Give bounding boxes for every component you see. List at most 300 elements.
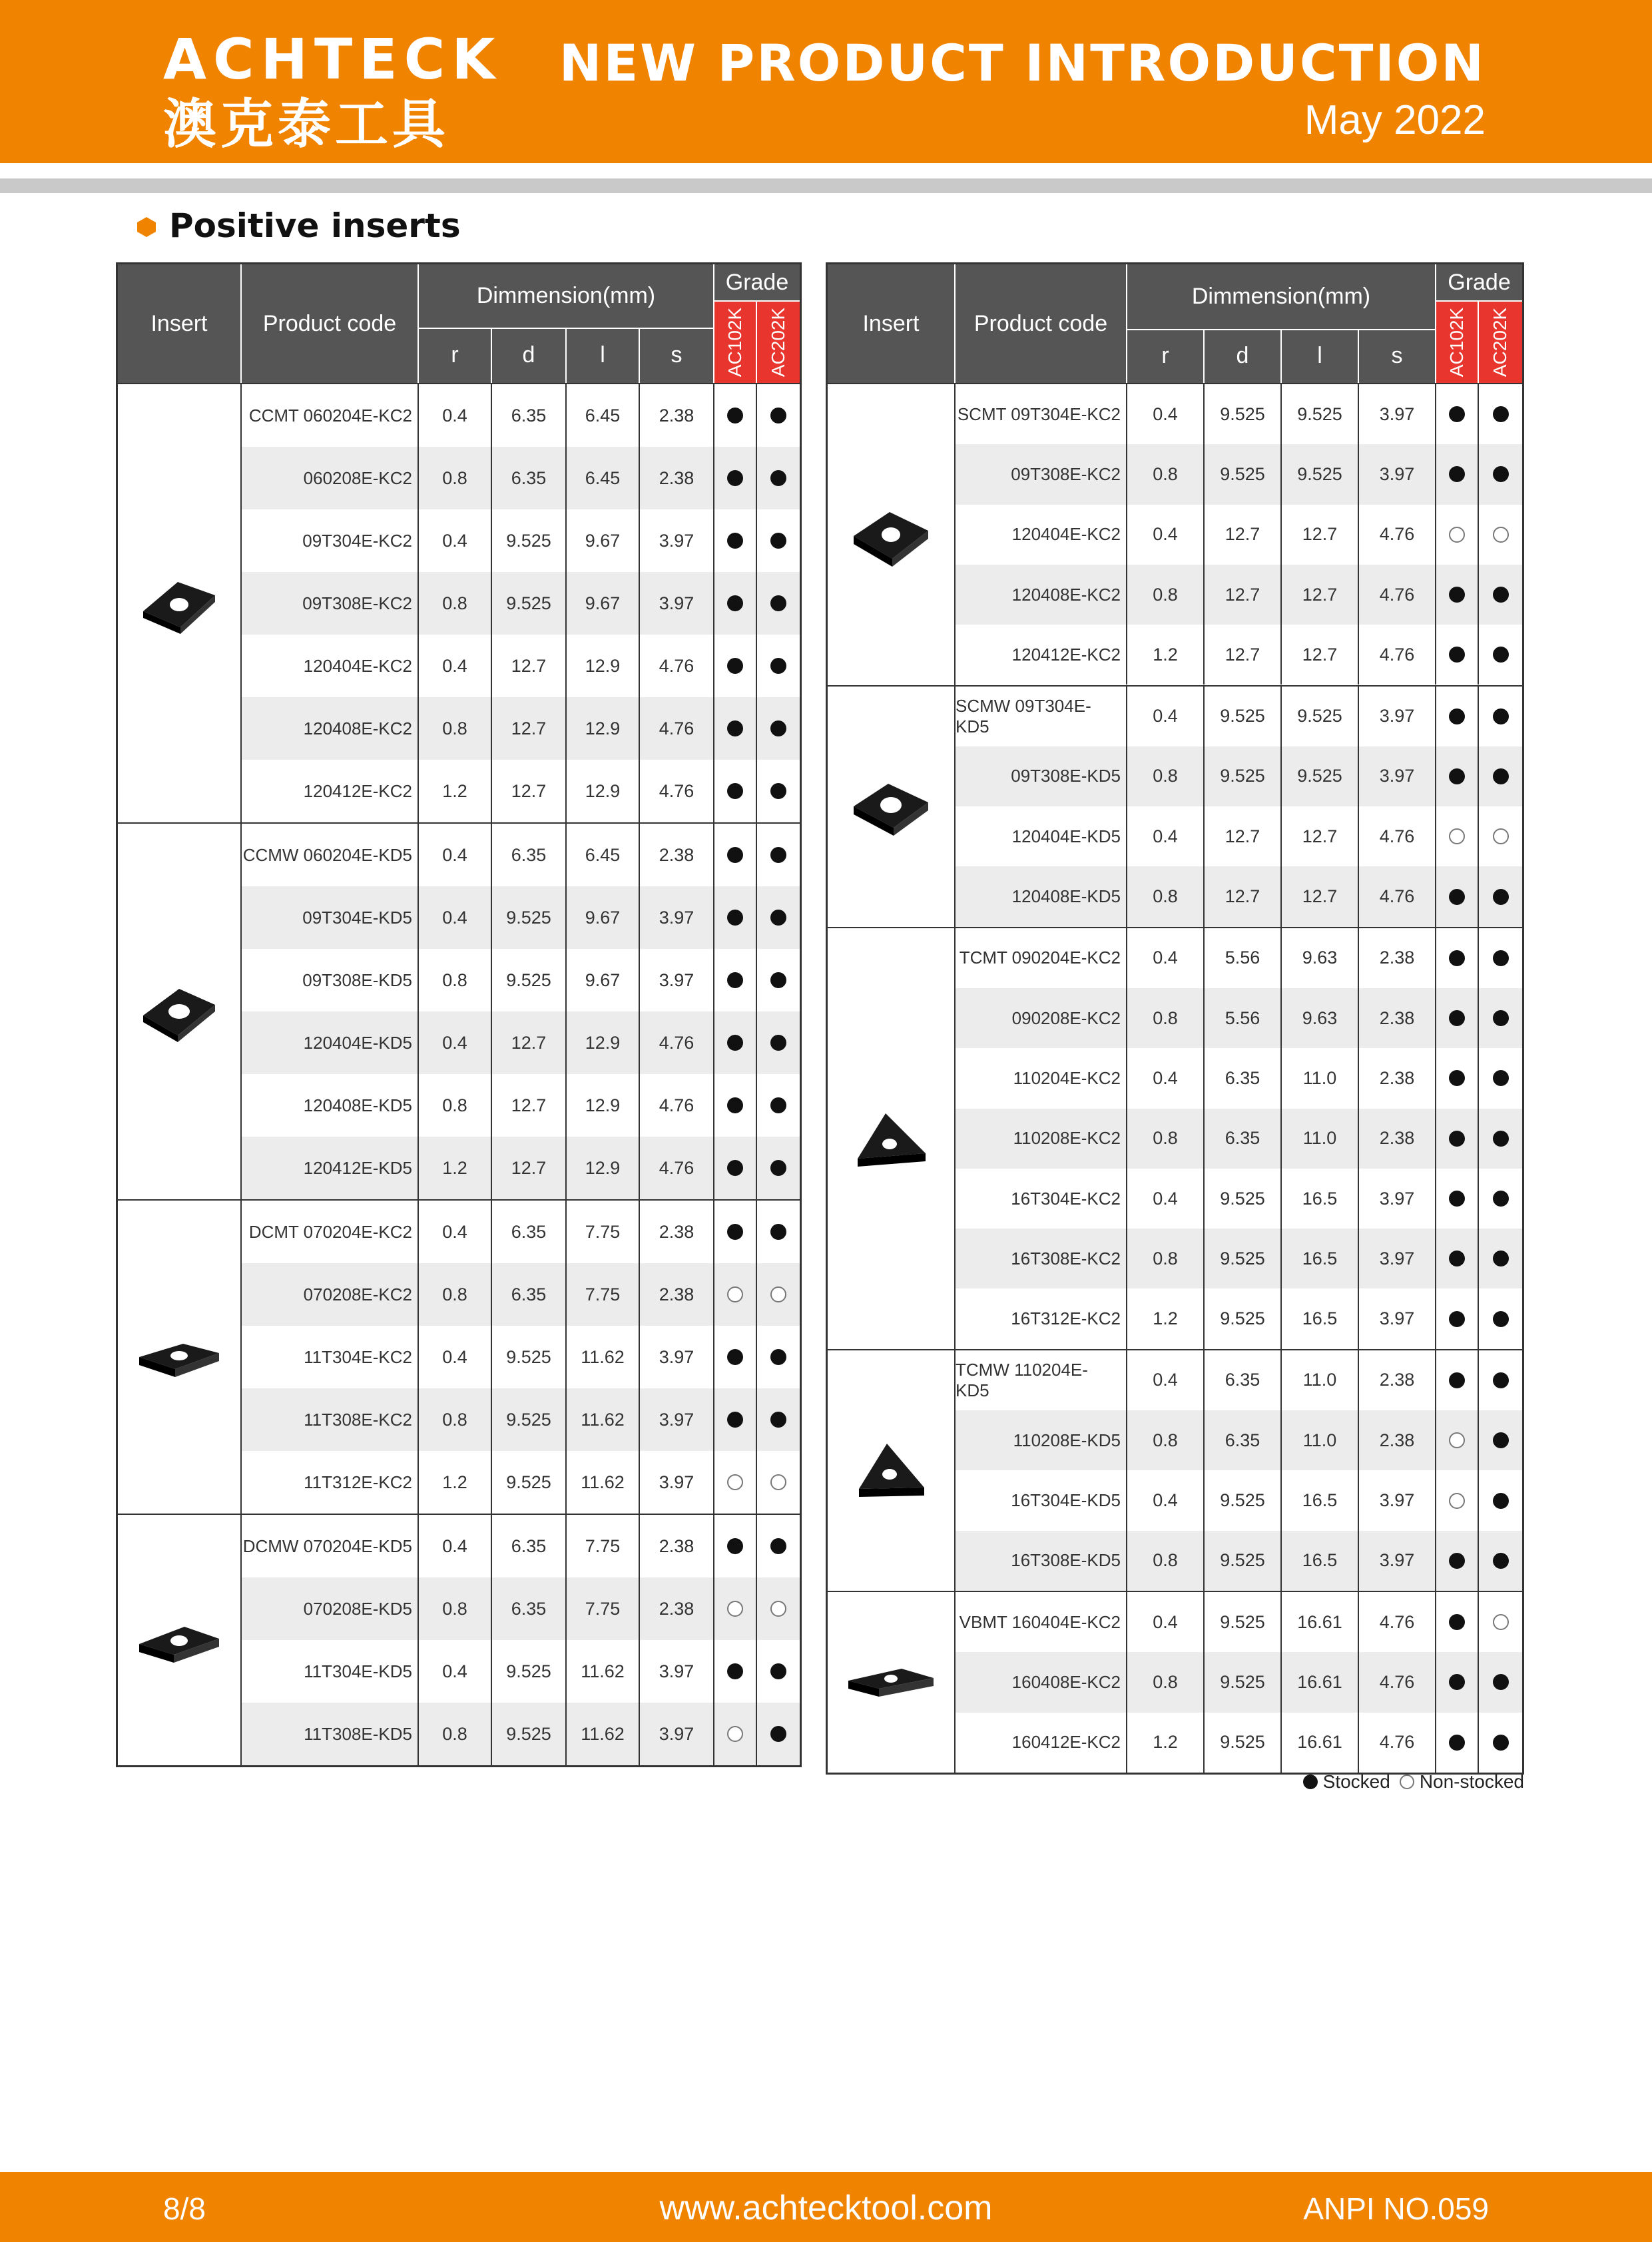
grade-ac202k-cell xyxy=(1479,505,1522,565)
dim-r-cell: 0.8 xyxy=(1127,988,1205,1048)
table-row xyxy=(242,572,800,635)
stocked-dot-icon xyxy=(1493,1674,1509,1690)
product-code-cell: 11T312E-KC2 xyxy=(242,1451,419,1514)
grade-ac102k-cell xyxy=(714,760,757,822)
header-banner xyxy=(0,0,1652,163)
grade-ac102k-cell xyxy=(714,1263,757,1326)
table-row xyxy=(956,806,1522,866)
insert-header: Insert xyxy=(828,264,956,383)
dim-d-cell: 9.525 xyxy=(1205,1652,1282,1712)
stocked-dot-icon xyxy=(727,1412,743,1428)
grade-ac102k-cell xyxy=(714,509,757,572)
dim-s-cell: 2.38 xyxy=(1359,1410,1436,1470)
dim-r-cell: 0.4 xyxy=(1127,928,1205,988)
grade-ac202k-cell xyxy=(1479,1531,1522,1591)
grade-ac202k-cell xyxy=(757,1263,800,1326)
product-code-cell: 120408E-KC2 xyxy=(956,565,1127,625)
dim-d-cell: 12.7 xyxy=(1205,625,1282,685)
dim-l-cell: 6.45 xyxy=(567,384,640,447)
dim-l-cell: 9.525 xyxy=(1282,384,1359,444)
dim-l-cell: 12.9 xyxy=(567,760,640,822)
dim-l-cell: 11.0 xyxy=(1282,1109,1359,1169)
dim-r-cell: 0.4 xyxy=(1127,1048,1205,1108)
stocked-dot-icon xyxy=(1449,1070,1465,1086)
dim-l-cell: 7.75 xyxy=(567,1577,640,1640)
grade-ac202k-cell xyxy=(1479,1288,1522,1348)
table-row xyxy=(242,1640,800,1703)
stocked-dot-icon xyxy=(1493,950,1509,966)
stocked-dot-icon xyxy=(1449,466,1465,482)
dim-r-cell: 0.4 xyxy=(419,1011,492,1074)
dim-l-cell: 11.62 xyxy=(567,1388,640,1451)
dim-l-cell: 9.63 xyxy=(1282,928,1359,988)
dim-r-cell: 0.4 xyxy=(1127,1592,1205,1652)
stocked-dot-icon xyxy=(727,1538,743,1554)
dim-l-cell: 11.62 xyxy=(567,1326,640,1388)
table-row xyxy=(242,886,800,949)
dim-s-cell: 3.97 xyxy=(640,572,714,635)
page-title: NEW PRODUCT INTRODUCTION xyxy=(559,33,1486,93)
product-code-cell: VBMT 160404E-KC2 xyxy=(956,1592,1127,1652)
product-code-cell: 070208E-KD5 xyxy=(242,1577,419,1640)
product-code-cell: 09T308E-KD5 xyxy=(956,746,1127,806)
rhombus-80-hole-insert-icon xyxy=(137,570,222,637)
dim-l-cell: 12.9 xyxy=(567,1011,640,1074)
dim-r-cell: 0.8 xyxy=(419,572,492,635)
grade-ac202k-cell xyxy=(1479,1652,1522,1712)
table-row xyxy=(956,1229,1522,1288)
grade-ac102k-cell xyxy=(1436,1410,1479,1470)
table-row xyxy=(242,824,800,886)
table-row xyxy=(956,444,1522,504)
dim-s-cell: 2.38 xyxy=(640,1263,714,1326)
product-code-cell: 11T304E-KD5 xyxy=(242,1640,419,1703)
grade-ac102k-cell xyxy=(1436,866,1479,926)
product-code-cell: 09T304E-KC2 xyxy=(242,509,419,572)
grade-ac102k-cell xyxy=(714,697,757,760)
legend-stocked: Stocked xyxy=(1322,1771,1390,1792)
insert-group xyxy=(118,1514,800,1765)
product-code-cell: 090208E-KC2 xyxy=(956,988,1127,1048)
insert-image-cell xyxy=(828,1592,956,1773)
square-hole-insert-icon xyxy=(848,501,934,568)
non-stocked-dot-icon xyxy=(727,1601,743,1617)
grade-ac102k-cell xyxy=(714,384,757,447)
dim-d-cell: 9.525 xyxy=(1205,746,1282,806)
dim-l-cell: 7.75 xyxy=(567,1201,640,1263)
grade-ac102k-cell xyxy=(1436,1048,1479,1108)
product-code-cell: SCMT 09T304E-KC2 xyxy=(956,384,1127,444)
table-row xyxy=(242,1137,800,1199)
stocked-dot-icon xyxy=(1449,950,1465,966)
non-stocked-dot-icon xyxy=(1449,1493,1465,1509)
dim-d-cell: 9.525 xyxy=(1205,1531,1282,1591)
dim-s-cell: 2.38 xyxy=(640,384,714,447)
grade-ac202k-cell xyxy=(1479,1470,1522,1530)
stocked-dot-icon xyxy=(1449,587,1465,603)
dim-d-cell: 6.35 xyxy=(492,824,567,886)
dim-d-cell: 9.525 xyxy=(492,949,567,1011)
product-code-cell: 120412E-KD5 xyxy=(242,1137,419,1199)
dim-s-cell: 3.97 xyxy=(1359,1229,1436,1288)
grade-ac102k-cell xyxy=(714,1577,757,1640)
grade-ac202k-cell xyxy=(757,447,800,509)
insert-group xyxy=(828,1591,1522,1773)
stocked-dot-icon xyxy=(770,595,786,611)
table-row xyxy=(956,384,1522,444)
dim-l-cell: 9.67 xyxy=(567,886,640,949)
grade-ac202k-cell xyxy=(757,949,800,1011)
stocked-dot-icon xyxy=(770,1726,786,1742)
non-stocked-dot-icon xyxy=(1400,1775,1414,1789)
square-plain-insert-icon xyxy=(848,773,934,840)
table-row xyxy=(242,635,800,697)
dim-l-cell: 9.67 xyxy=(567,572,640,635)
grade-ac202k-cell xyxy=(1479,1048,1522,1108)
grade-ac202k-cell xyxy=(1479,625,1522,685)
stocked-dot-icon xyxy=(727,1035,743,1051)
dim-s-header: s xyxy=(1359,329,1436,383)
dim-r-cell: 0.8 xyxy=(419,1263,492,1326)
dim-r-cell: 0.4 xyxy=(419,886,492,949)
stocked-dot-icon xyxy=(1493,1191,1509,1207)
dim-l-cell: 11.0 xyxy=(1282,1350,1359,1410)
grade-ac202k-cell xyxy=(1479,1713,1522,1773)
product-code-cell: DCMT 070204E-KC2 xyxy=(242,1201,419,1263)
stocked-dot-icon xyxy=(727,847,743,863)
dim-l-cell: 11.62 xyxy=(567,1640,640,1703)
stocked-dot-icon xyxy=(1493,587,1509,603)
grade-ac102k-cell xyxy=(1436,806,1479,866)
dim-l-cell: 12.9 xyxy=(567,1137,640,1199)
grade-ac202k-cell xyxy=(757,886,800,949)
dim-d-cell: 9.525 xyxy=(492,1326,567,1388)
table-row xyxy=(242,1577,800,1640)
insert-group xyxy=(118,383,800,821)
dim-s-cell: 2.38 xyxy=(640,1201,714,1263)
stocked-dot-icon xyxy=(727,783,743,799)
non-stocked-dot-icon xyxy=(1493,828,1509,844)
stocked-dot-icon xyxy=(1449,1251,1465,1266)
stocked-dot-icon xyxy=(770,1412,786,1428)
non-stocked-dot-icon xyxy=(1493,1614,1509,1630)
dim-d-cell: 9.525 xyxy=(1205,1470,1282,1530)
grade-ac202k-cell xyxy=(757,697,800,760)
grade-ac102k-cell xyxy=(714,824,757,886)
dim-r-header: r xyxy=(419,328,492,383)
product-code-cell: DCMW 070204E-KD5 xyxy=(242,1515,419,1577)
stocked-dot-icon xyxy=(1449,889,1465,905)
stocked-dot-icon xyxy=(1493,1493,1509,1509)
dim-l-cell: 12.9 xyxy=(567,635,640,697)
insert-group xyxy=(118,822,800,1199)
dim-l-cell: 9.67 xyxy=(567,949,640,1011)
stocked-dot-icon xyxy=(727,720,743,736)
product-code-cell: 16T308E-KD5 xyxy=(956,1531,1127,1591)
dim-l-cell: 11.0 xyxy=(1282,1048,1359,1108)
dim-s-cell: 3.97 xyxy=(640,949,714,1011)
table-row xyxy=(956,1652,1522,1712)
dim-r-cell: 0.8 xyxy=(419,1074,492,1137)
stocked-dot-icon xyxy=(770,1097,786,1113)
table-row xyxy=(956,1531,1522,1591)
table-row xyxy=(956,625,1522,685)
grade-ac102k-cell xyxy=(714,949,757,1011)
grade-ac202k-cell xyxy=(1479,1410,1522,1470)
grade-ac202k-cell xyxy=(1479,988,1522,1048)
dim-s-header: s xyxy=(640,328,714,383)
non-stocked-dot-icon xyxy=(770,1286,786,1302)
right-insert-table xyxy=(826,262,1524,1775)
product-code-cell: 120404E-KC2 xyxy=(242,635,419,697)
table-header xyxy=(828,264,1522,383)
table-row xyxy=(242,1326,800,1388)
product-code-cell: 120404E-KC2 xyxy=(956,505,1127,565)
stocked-dot-icon xyxy=(1449,1191,1465,1207)
table-row xyxy=(956,1109,1522,1169)
hexagon-bullet-icon xyxy=(137,217,156,237)
dim-d-cell: 6.35 xyxy=(1205,1410,1282,1470)
logo-text-en: ACHTECK xyxy=(163,27,502,92)
non-stocked-dot-icon xyxy=(1449,828,1465,844)
dim-l-header: l xyxy=(1282,329,1359,383)
dim-s-cell: 3.97 xyxy=(640,1388,714,1451)
rhombus-80-plain-insert-icon xyxy=(137,978,222,1045)
dim-r-cell: 0.4 xyxy=(1127,806,1205,866)
product-code-cell: 110208E-KC2 xyxy=(956,1109,1127,1169)
grade-ac102k-cell xyxy=(714,886,757,949)
table-row xyxy=(956,505,1522,565)
dim-s-cell: 3.97 xyxy=(640,886,714,949)
product-code-cell: 11T308E-KC2 xyxy=(242,1388,419,1451)
grade-ac102k-cell xyxy=(1436,928,1479,988)
grade-ac202k-cell xyxy=(757,824,800,886)
stocked-dot-icon xyxy=(770,972,786,988)
section-title: Positive inserts xyxy=(169,206,461,245)
stocked-dot-icon xyxy=(770,408,786,423)
grade-ac202k-cell xyxy=(1479,1169,1522,1229)
dim-d-cell: 9.525 xyxy=(1205,1592,1282,1652)
stocked-dot-icon xyxy=(1449,768,1465,784)
dim-r-cell: 0.8 xyxy=(1127,444,1205,504)
table-row xyxy=(242,1263,800,1326)
stocked-dot-icon xyxy=(770,1224,786,1240)
dim-l-cell: 11.62 xyxy=(567,1451,640,1514)
dim-r-cell: 0.4 xyxy=(1127,505,1205,565)
dim-s-cell: 3.97 xyxy=(640,509,714,572)
footer-banner xyxy=(0,2172,1652,2242)
stocked-dot-icon xyxy=(727,910,743,926)
dim-s-cell: 3.97 xyxy=(1359,1531,1436,1591)
stocked-dot-icon xyxy=(1493,647,1509,663)
dim-r-cell: 0.4 xyxy=(419,1201,492,1263)
insert-group xyxy=(828,927,1522,1349)
dim-l-cell: 9.525 xyxy=(1282,444,1359,504)
grade-ac102k-cell xyxy=(1436,687,1479,746)
dim-d-cell: 9.525 xyxy=(492,886,567,949)
dim-d-cell: 12.7 xyxy=(492,1011,567,1074)
table-row xyxy=(956,1470,1522,1530)
dim-r-cell: 0.8 xyxy=(1127,1410,1205,1470)
product-code-cell: 09T308E-KD5 xyxy=(242,949,419,1011)
stocked-dot-icon xyxy=(770,783,786,799)
dim-r-cell: 0.8 xyxy=(1127,1229,1205,1288)
dim-r-cell: 1.2 xyxy=(419,1137,492,1199)
dim-r-cell: 0.4 xyxy=(419,1515,492,1577)
grade-ac102k-cell xyxy=(1436,444,1479,504)
stocked-dot-icon xyxy=(770,720,786,736)
dim-r-cell: 0.4 xyxy=(1127,384,1205,444)
grade-ac202k-cell xyxy=(1479,565,1522,625)
grade-ac202k-cell xyxy=(757,1137,800,1199)
dim-s-cell: 2.38 xyxy=(640,1577,714,1640)
grade-ac202k-cell xyxy=(1479,687,1522,746)
product-code-header: Product code xyxy=(956,264,1127,383)
product-code-cell: TCMW 110204E-KD5 xyxy=(956,1350,1127,1410)
stocked-dot-icon xyxy=(727,595,743,611)
stocked-dot-icon xyxy=(770,1035,786,1051)
grade-ac102k-cell xyxy=(1436,1288,1479,1348)
dim-l-cell: 6.45 xyxy=(567,824,640,886)
dim-r-cell: 0.4 xyxy=(1127,1169,1205,1229)
insert-group xyxy=(828,1349,1522,1591)
dim-d-cell: 6.35 xyxy=(492,1263,567,1326)
stocked-dot-icon xyxy=(1449,1311,1465,1327)
dim-d-cell: 12.7 xyxy=(492,1137,567,1199)
stocked-dot-icon xyxy=(727,1160,743,1176)
stocked-dot-icon xyxy=(1449,1614,1465,1630)
grade-ac202k-header: AC202K xyxy=(757,302,800,383)
non-stocked-dot-icon xyxy=(727,1726,743,1742)
dim-l-cell: 11.0 xyxy=(1282,1410,1359,1470)
product-code-cell: 16T304E-KD5 xyxy=(956,1470,1127,1530)
dim-l-cell: 16.5 xyxy=(1282,1229,1359,1288)
dim-r-cell: 1.2 xyxy=(419,760,492,822)
grade-ac202k-cell xyxy=(757,1074,800,1137)
insert-image-cell xyxy=(828,928,956,1349)
grade-ac102k-cell xyxy=(714,1640,757,1703)
grade-ac102k-cell xyxy=(1436,1592,1479,1652)
non-stocked-dot-icon xyxy=(770,1474,786,1490)
dim-s-cell: 4.76 xyxy=(1359,1652,1436,1712)
dim-r-cell: 0.8 xyxy=(419,949,492,1011)
grade-ac202k-cell xyxy=(757,1640,800,1703)
dim-s-cell: 4.76 xyxy=(640,760,714,822)
stocked-dot-icon xyxy=(770,1538,786,1554)
product-code-cell: 120404E-KD5 xyxy=(242,1011,419,1074)
grade-ac202k-cell xyxy=(757,1577,800,1640)
grade-ac202k-cell xyxy=(1479,1350,1522,1410)
product-code-cell: 110204E-KC2 xyxy=(956,1048,1127,1108)
dim-l-cell: 12.7 xyxy=(1282,505,1359,565)
website-link[interactable]: www.achtecktool.com xyxy=(659,2189,993,2227)
dim-r-cell: 0.4 xyxy=(1127,687,1205,746)
stocked-dot-icon xyxy=(1493,1010,1509,1026)
table-row xyxy=(956,565,1522,625)
dim-s-cell: 3.97 xyxy=(1359,1169,1436,1229)
stocked-dot-icon xyxy=(1493,1553,1509,1569)
dim-l-cell: 12.7 xyxy=(1282,866,1359,926)
dimension-header: Dimmension(mm) xyxy=(1127,264,1436,329)
dim-d-cell: 6.35 xyxy=(492,384,567,447)
dim-s-cell: 4.76 xyxy=(640,1074,714,1137)
stocked-dot-icon xyxy=(727,1349,743,1365)
product-code-cell: 120412E-KC2 xyxy=(956,625,1127,685)
stocked-dot-icon xyxy=(1493,1372,1509,1388)
dim-s-cell: 4.76 xyxy=(640,635,714,697)
product-code-cell: 09T308E-KC2 xyxy=(242,572,419,635)
insert-image-cell xyxy=(828,687,956,927)
dim-d-header: d xyxy=(492,328,567,383)
grade-ac202k-cell xyxy=(1479,1229,1522,1288)
dim-r-cell: 0.8 xyxy=(1127,1531,1205,1591)
stocked-dot-icon xyxy=(1493,1432,1509,1448)
dim-d-cell: 9.525 xyxy=(492,1703,567,1765)
stocked-dot-icon xyxy=(1493,1251,1509,1266)
insert-group xyxy=(828,383,1522,684)
dim-d-cell: 9.525 xyxy=(1205,444,1282,504)
grade-ac202k-cell xyxy=(757,572,800,635)
dim-d-cell: 12.7 xyxy=(492,635,567,697)
dim-d-cell: 9.525 xyxy=(1205,1288,1282,1348)
dim-r-cell: 0.4 xyxy=(419,1640,492,1703)
dim-d-cell: 6.35 xyxy=(1205,1109,1282,1169)
dim-r-cell: 0.8 xyxy=(419,447,492,509)
stocked-dot-icon xyxy=(1449,1553,1465,1569)
table-row xyxy=(956,988,1522,1048)
dim-l-cell: 16.5 xyxy=(1282,1169,1359,1229)
insert-image-cell xyxy=(118,1201,242,1514)
dim-d-cell: 5.56 xyxy=(1205,988,1282,1048)
dim-r-cell: 1.2 xyxy=(1127,625,1205,685)
stocked-dot-icon xyxy=(770,1160,786,1176)
dim-r-cell: 0.8 xyxy=(1127,1109,1205,1169)
dim-d-cell: 6.35 xyxy=(492,447,567,509)
dim-r-cell: 0.8 xyxy=(1127,565,1205,625)
grade-ac202k-cell xyxy=(757,384,800,447)
dim-r-cell: 0.4 xyxy=(419,509,492,572)
dim-l-cell: 9.525 xyxy=(1282,746,1359,806)
insert-image-cell xyxy=(828,1350,956,1591)
dim-d-cell: 12.7 xyxy=(492,760,567,822)
grade-ac102k-cell xyxy=(1436,1109,1479,1169)
product-code-cell: 16T304E-KC2 xyxy=(956,1169,1127,1229)
grade-ac102k-cell xyxy=(1436,625,1479,685)
insert-image-cell xyxy=(118,384,242,822)
grade-ac202k-cell xyxy=(757,1011,800,1074)
dim-s-cell: 3.97 xyxy=(640,1703,714,1765)
non-stocked-dot-icon xyxy=(1493,527,1509,543)
stocked-dot-icon xyxy=(1449,1372,1465,1388)
product-code-cell: 120408E-KD5 xyxy=(242,1074,419,1137)
grade-ac102k-cell xyxy=(714,1703,757,1765)
dim-d-cell: 12.7 xyxy=(1205,505,1282,565)
stocked-dot-icon xyxy=(770,910,786,926)
stocked-dot-icon xyxy=(727,1663,743,1679)
non-stocked-dot-icon xyxy=(727,1286,743,1302)
insert-image-cell xyxy=(828,384,956,685)
grade-ac202k-cell xyxy=(1479,866,1522,926)
dim-s-cell: 4.76 xyxy=(1359,1592,1436,1652)
grade-ac102k-cell xyxy=(1436,988,1479,1048)
dim-d-cell: 9.525 xyxy=(492,1451,567,1514)
table-row xyxy=(956,928,1522,988)
table-row xyxy=(242,949,800,1011)
table-row xyxy=(242,1515,800,1577)
stocked-dot-icon xyxy=(1493,1131,1509,1147)
dim-d-cell: 12.7 xyxy=(1205,866,1282,926)
dim-l-cell: 16.61 xyxy=(1282,1713,1359,1773)
